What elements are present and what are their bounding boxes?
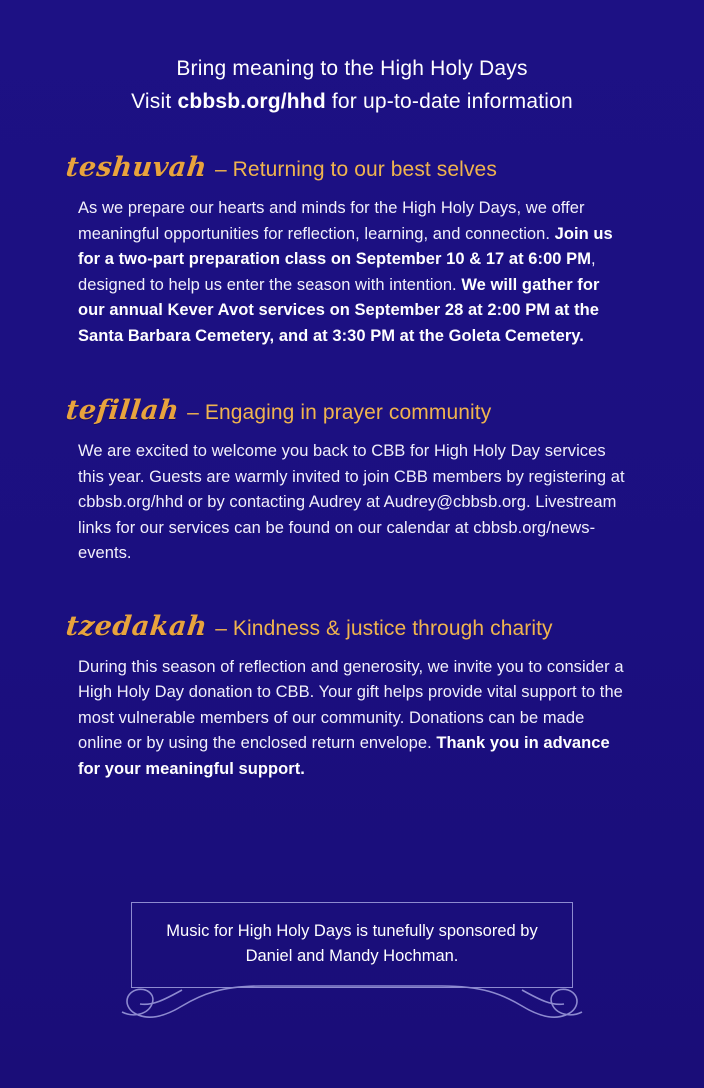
header	[64, 0, 640, 118]
section-tefillah-hebrew: tefillah	[64, 395, 181, 426]
section-tefillah-body	[64, 439, 640, 567]
section-tzedakah-body	[64, 655, 640, 783]
header-visit-prefix: Visit	[131, 90, 178, 113]
sponsor-box	[131, 902, 572, 988]
text-plain: During this season of reflection and generosity, we invite you to consider a High Holy Day donation to CBB. Your gift helps provide vital support to the most vulnerable members of our community. Donations can be made online or by using the enclosed return envelope.	[78, 657, 624, 752]
section-tzedakah-heading	[64, 611, 640, 642]
section-teshuvah-heading	[64, 152, 640, 183]
section-tzedakah-hebrew: tzedakah	[64, 610, 209, 642]
header-visit-suffix: for up-to-date information	[325, 90, 573, 113]
text-plain-2: , designed to help us enter the season with intention.	[78, 250, 596, 294]
section-tefillah	[64, 395, 640, 567]
sponsor-line-1: Music for High Holy Days is tunefully sponsored by	[166, 922, 538, 940]
section-teshuvah	[64, 152, 640, 349]
text-plain: As we prepare our hearts and minds for the High Holy Days, we offer meaningful opportunities for reflection, learning, and connection.	[78, 199, 585, 243]
section-tefillah-heading	[64, 395, 640, 426]
text-bold: Thank you in advance for your meaningful support.	[78, 734, 610, 778]
sponsor-area	[0, 902, 704, 1032]
section-teshuvah-body	[64, 196, 640, 349]
section-tzedakah-subtitle: – Kindness & justice through charity	[215, 616, 553, 640]
section-teshuvah-hebrew: teshuvah	[64, 152, 209, 183]
section-tefillah-subtitle: – Engaging in prayer community	[187, 401, 492, 424]
section-tzedakah	[64, 611, 640, 783]
header-url[interactable]: cbbsb.org/hhd	[177, 90, 326, 113]
sponsor-line-2: Daniel and Mandy Hochman.	[245, 947, 459, 965]
header-line-1: Bring meaning to the High Holy Days	[176, 57, 528, 80]
section-teshuvah-subtitle: – Returning to our best selves	[214, 158, 497, 181]
header-line-2	[64, 85, 640, 118]
text-bold-2: We will gather for our annual Kever Avot services on September 28 at 2:00 PM at the Santa Barbara Cemetery, and at 3:30 PM at the Goleta Cemetery.	[78, 275, 600, 345]
text-plain: We are excited to welcome you back to CBB for High Holy Day services this year. Guests are warmly invited to join CBB members by registering at cbbsb.org/hhd or by contacting Audrey at Audrey@cbbsb.org. Livestream links for our services can be found on our calendar at cbbsb.org/news-events.	[78, 442, 625, 562]
text-bold: Join us for a two-part preparation class on September 10 & 17 at 6:00 PM	[78, 224, 613, 268]
